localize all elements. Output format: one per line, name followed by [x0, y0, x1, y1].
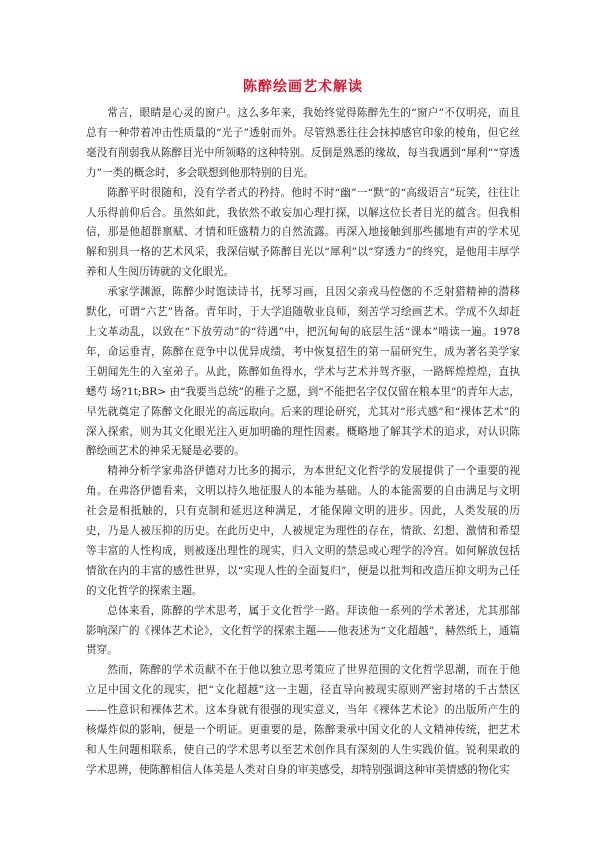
- paragraph-3: 承家学渊源，陈醉少时饱读诗书，抚琴习画，且因父亲戎马倥偬的不乏射猎精神的潜移默化，可谓“六艺”皆备。青年时，于大学追随敬业良师，刻苦学习绘画艺术。学成不久却赶上文革动乱，以致在“下放劳动”的“待遇”中，把沉甸甸的底层生活“课本”啃读一遍。1978年，命运垂青，陈醉在竞争中以优异成绩，考中恢复招生的第一届研究生，成为著名美学家王朝闻先生的入室弟子。从此，陈醉如鱼得水，学术与艺术并驾齐驱，一路辉煌煌煌，直执蟋芍 场?1t;BR> 由“我要当总统”的稚子之愿，到“不能把名字仅仅留在粮本里”的青年大志，早先就奠定了陈醉文化眼光的高远取向。后来的理论研究，尤其对“形式感”和“裸体艺术”的深入探索，则为其文化眼光注入更加明确的理性因素。概略地了解其学术的追求，对认识陈醉绘画艺术的神采无疑是必要的。: [86, 286, 520, 458]
- paragraph-4: 精神分析学家弗洛伊德对力比多的揭示，为本世纪文化哲学的发展提供了一个重要的视角。在弗洛伊德看来，文明以持久地征服人的本能为基础。人的本能需要的自由满足与文明社会是相抵触的，只有克制和延迟这种满足，才能保障文明的进步。因此，人类发展的历史，乃是人被压抑的历史。在此历史中，人被规定为理性的存在，情欲、幻想、激情和希望等丰富的人性构成，则被逐出理性的现实，归入文明的禁忌或心理学的冷宫。如何解放包括情欲在内的丰富的感性世界，以“实现人性的全面复归”，便是以批判和改造压抑文明为己任的文化哲学的探索主题。: [86, 465, 520, 597]
- paragraph-2: 陈醉平时很随和，没有学者式的矜持。他时不时“幽”一“默”的“高级语言”玩笑，往往让人乐得前仰后合。虽然如此，我依然不敢妄加心理打探，以解这位长者目光的蕴含。但我相信，那是他超群禀赋、才情和旺盛精力的自然流露。再深入地接触到那些挪地有声的学术见解和别具一格的艺术风采，我深信赋予陈醉目光以“犀利”以“穿透力”的终究，是他用丰厚学养和人生阅历铸就的文化眼光。: [86, 186, 520, 279]
- document-title: 陈醉绘画艺术解读: [243, 79, 363, 95]
- paragraph-6: 然而，陈醉的学术贡献不在于他以独立思考策应了世界范围的文化哲学思潮，而在于他立足中国文化的现实，把“文化超越”这一主题，径直导向被现实原则严密封堵的千古禁区——性意识和裸体艺术。这本身就有很强的现实意义，当年《裸体艺术论》的出版所产生的核爆炸似的影响，便是一个明证。更重要的是，陈醉秉承中国文化的人文精神传统，把艺术和人生问题相联系，使自己的学术思考以至艺术创作具有深刻的人生实践价值。锐利果敢的学术思辨，使陈醉相信人体美是人类对自身的审美感受，却特别强调这种审美情感的物化实: [86, 664, 520, 776]
- paragraph-1: 常言，眼睛是心灵的窗户。这么多年来，我始终觉得陈醉先生的“窗户”不仅明亮，而且总有一种带着冲击性质量的“光子”透射而外。尽管熟悉往往会抹掉感官印象的棱角，但它丝毫没有削弱我从陈醉目光中所领略的这种特别。反倒是熟悉的缘故，每当我遇到“犀利”“穿透力”一类的概念时，多会联想到他那特别的目光。: [86, 107, 520, 179]
- paragraph-5: 总体来看，陈醉的学术思考，属于文化哲学一路。拜读他一系列的学术著述，尤其那部影响深广的《裸体艺术论》，文化哲学的探索主题——他表述为“文化超越”，赫然纸上，通篇贯穿。: [86, 604, 520, 657]
